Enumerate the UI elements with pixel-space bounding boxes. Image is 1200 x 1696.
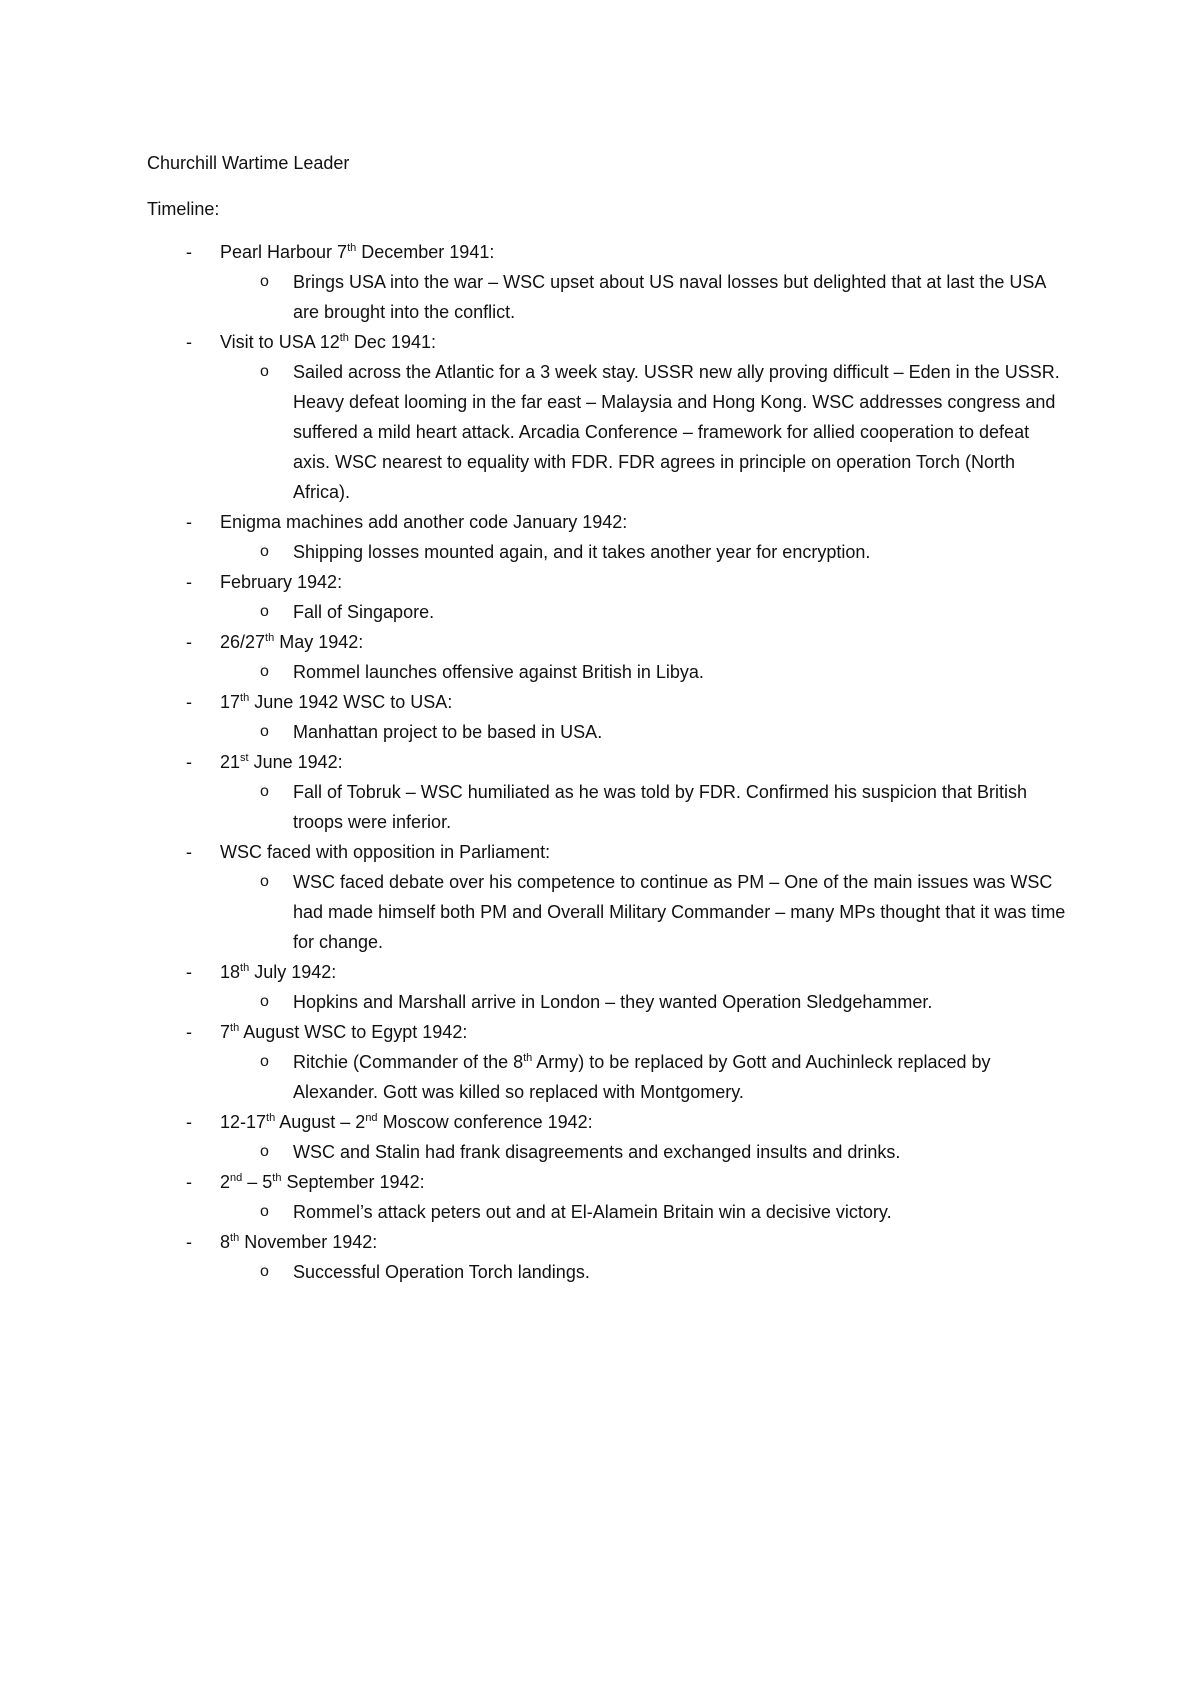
entry-detail [0, 1047, 1200, 1107]
circle-bullet-icon: o [260, 603, 269, 620]
entry-heading-text: May 1942: [274, 632, 364, 652]
dash-bullet-icon: - [186, 1022, 192, 1042]
entry-detail-text: Hopkins and Marshall arrive in London – they wanted Operation Sledgehammer. [293, 992, 933, 1012]
entry-heading [0, 567, 1200, 597]
entry-heading [0, 327, 1200, 357]
entry-heading-superscript: nd [230, 1172, 243, 1184]
timeline-entry [0, 1167, 1200, 1227]
entry-heading-text: February 1942: [220, 572, 343, 592]
dash-bullet-icon: - [186, 1232, 192, 1252]
entry-heading [0, 1017, 1200, 1047]
timeline-entry [0, 507, 1200, 567]
entry-heading-superscript: th [240, 962, 250, 974]
entry-detail [0, 1197, 1200, 1227]
circle-bullet-icon: o [260, 273, 269, 290]
timeline-entry [0, 237, 1200, 327]
entry-heading-text: June 1942: [248, 752, 343, 772]
timeline-entry [0, 957, 1200, 1017]
dash-bullet-icon: - [186, 692, 192, 712]
entry-detail [0, 597, 1200, 627]
entry-heading-superscript: th [347, 242, 357, 254]
entry-detail-superscript: th [523, 1052, 533, 1064]
entry-detail-text: Army) to be replaced by Gott and Auchinleck replaced by Alexander. Gott was killed so replaced with Montgomery. [293, 1052, 991, 1102]
timeline-entry [0, 687, 1200, 747]
entry-detail-text: Brings USA into the war – WSC upset about US naval losses but delighted that at last the USA are brought into the conflict. [293, 272, 1046, 322]
entry-detail [0, 867, 1200, 957]
entry-heading-text: December 1941: [356, 242, 495, 262]
entry-heading-text: – 5 [242, 1172, 273, 1192]
dash-bullet-icon: - [186, 842, 192, 862]
entry-detail-text: Fall of Tobruk – WSC humiliated as he was told by FDR. Confirmed his suspicion that British troops were inferior. [293, 782, 1027, 832]
entry-heading-superscript: th [230, 1232, 240, 1244]
dash-bullet-icon: - [186, 512, 192, 532]
dash-bullet-icon: - [186, 332, 192, 352]
circle-bullet-icon: o [260, 663, 269, 680]
entry-detail-text: Fall of Singapore. [293, 602, 435, 622]
timeline-heading: Timeline: [147, 199, 220, 219]
entry-heading-text: August – 2 [275, 1112, 366, 1132]
entry-detail [0, 537, 1200, 567]
entry-heading-text: 17 [220, 692, 241, 712]
entry-detail [0, 657, 1200, 687]
entry-heading-superscript: st [240, 752, 249, 764]
dash-bullet-icon: - [186, 572, 192, 592]
entry-heading-text: July 1942: [249, 962, 337, 982]
entry-detail-text: Ritchie (Commander of the 8 [293, 1052, 524, 1072]
entry-heading-superscript: th [266, 1112, 276, 1124]
entry-heading [0, 687, 1200, 717]
entry-detail-text: WSC and Stalin had frank disagreements and exchanged insults and drinks. [293, 1142, 901, 1162]
entry-detail [0, 1257, 1200, 1287]
entry-heading [0, 957, 1200, 987]
dash-bullet-icon: - [186, 1172, 192, 1192]
circle-bullet-icon: o [260, 1053, 269, 1070]
entry-detail [0, 1137, 1200, 1167]
circle-bullet-icon: o [260, 1263, 269, 1280]
timeline-entry [0, 567, 1200, 627]
entry-detail [0, 987, 1200, 1017]
entry-detail [0, 267, 1200, 327]
timeline-entry [0, 747, 1200, 837]
circle-bullet-icon: o [260, 723, 269, 740]
entry-heading-text: WSC faced with opposition in Parliament: [220, 842, 551, 862]
timeline-entry [0, 1107, 1200, 1167]
timeline-entry [0, 837, 1200, 957]
entry-detail-text: Successful Operation Torch landings. [293, 1262, 590, 1282]
entry-heading [0, 507, 1200, 537]
entry-heading-text: 26/27 [220, 632, 266, 652]
timeline-entry [0, 1227, 1200, 1287]
entry-detail-text: Rommel launches offensive against British in Libya. [293, 662, 704, 682]
entry-heading-text: 7 [220, 1022, 231, 1042]
circle-bullet-icon: o [260, 993, 269, 1010]
entry-heading-superscript: th [265, 632, 275, 644]
entry-heading [0, 1107, 1200, 1137]
entry-heading-text: November 1942: [239, 1232, 378, 1252]
dash-bullet-icon: - [186, 632, 192, 652]
circle-bullet-icon: o [260, 363, 269, 380]
circle-bullet-icon: o [260, 873, 269, 890]
entry-heading [0, 237, 1200, 267]
entry-heading [0, 837, 1200, 867]
document-title: Churchill Wartime Leader [147, 153, 350, 173]
entry-heading-text: 8 [220, 1232, 231, 1252]
entry-heading [0, 747, 1200, 777]
entry-heading-text: Dec 1941: [348, 332, 436, 352]
circle-bullet-icon: o [260, 1203, 269, 1220]
entry-heading [0, 1167, 1200, 1197]
dash-bullet-icon: - [186, 1112, 192, 1132]
entry-heading [0, 627, 1200, 657]
timeline-entry [0, 327, 1200, 507]
dash-bullet-icon: - [186, 752, 192, 772]
entry-heading-text: Enigma machines add another code January 1942: [220, 512, 628, 532]
entry-detail-text: Sailed across the Atlantic for a 3 week stay. USSR new ally proving difficult – Eden in the USSR. Heavy defeat looming in the far east – Malaysia and Hong Kong. WSC addresses congress and suffered a mild heart attack. Arcadia Conference – framework for allied cooperation to defeat axis. WSC nearest to equality with FDR. FDR agrees in principle on operation Torch (North Africa). [293, 362, 1060, 502]
dash-bullet-icon: - [186, 242, 192, 262]
entry-heading-superscript: th [240, 692, 250, 704]
entry-heading-superscript: th [339, 332, 349, 344]
entry-heading-superscript: th [230, 1022, 240, 1034]
entry-detail-text: WSC faced debate over his competence to continue as PM – One of the main issues was WSC had made himself both PM and Overall Military Commander – many MPs thought that it was time for change. [293, 872, 1066, 952]
entry-heading-superscript: th [272, 1172, 282, 1184]
entry-heading-text: June 1942 WSC to USA: [249, 692, 453, 712]
dash-bullet-icon: - [186, 962, 192, 982]
timeline-entry [0, 1017, 1200, 1107]
entry-heading-text: September 1942: [281, 1172, 425, 1192]
entry-heading-text: 18 [220, 962, 241, 982]
timeline-entry [0, 627, 1200, 687]
circle-bullet-icon: o [260, 783, 269, 800]
entry-detail [0, 717, 1200, 747]
entry-heading-superscript: nd [365, 1112, 378, 1124]
entry-detail-text: Rommel’s attack peters out and at El-Alamein Britain win a decisive victory. [293, 1202, 892, 1222]
entry-heading-text: 2 [220, 1172, 231, 1192]
entry-heading [0, 1227, 1200, 1257]
entry-heading-text: Moscow conference 1942: [377, 1112, 593, 1132]
entry-heading-text: Pearl Harbour 7 [220, 242, 348, 262]
entry-detail-text: Manhattan project to be based in USA. [293, 722, 603, 742]
entry-heading-text: 12-17 [220, 1112, 267, 1132]
timeline-list [0, 237, 1200, 1287]
entry-heading-text: 21 [220, 752, 241, 772]
entry-detail [0, 357, 1200, 507]
entry-detail [0, 777, 1200, 837]
circle-bullet-icon: o [260, 1143, 269, 1160]
circle-bullet-icon: o [260, 543, 269, 560]
entry-heading-text: Visit to USA 12 [220, 332, 340, 352]
entry-heading-text: August WSC to Egypt 1942: [239, 1022, 468, 1042]
entry-detail-text: Shipping losses mounted again, and it takes another year for encryption. [293, 542, 871, 562]
